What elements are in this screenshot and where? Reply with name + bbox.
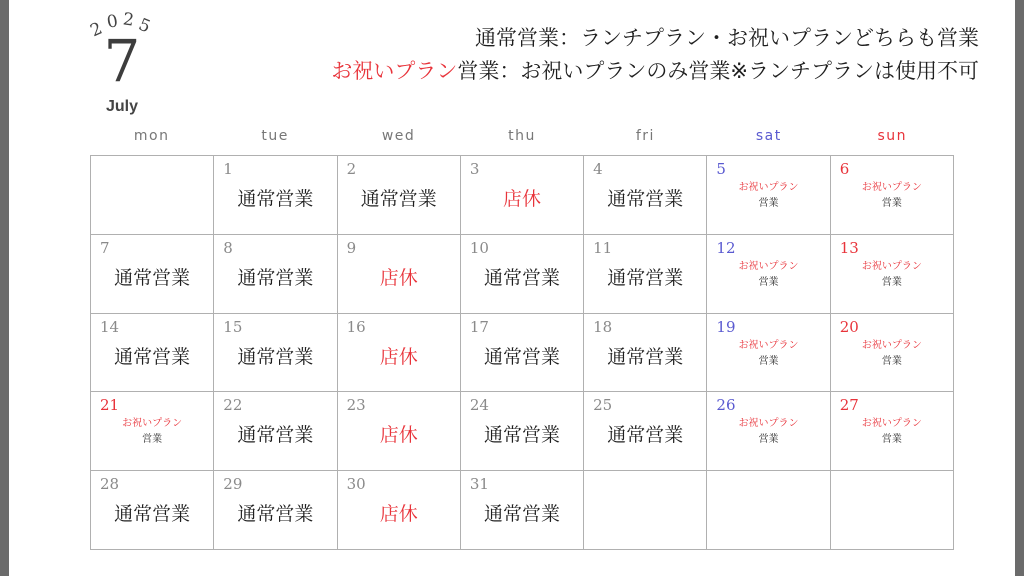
day-number: 20 xyxy=(839,317,859,336)
calendar-cell xyxy=(461,314,584,393)
calendar-cell xyxy=(214,471,337,550)
calendar-cell-empty xyxy=(91,156,214,235)
day-number: 30 xyxy=(346,475,366,494)
weekday-tue: tue xyxy=(261,128,289,144)
calendar-cell xyxy=(91,314,214,393)
status-normal: 通常営業 xyxy=(483,345,560,368)
day-number: 21 xyxy=(100,396,120,415)
celebration-open-label: 営業 xyxy=(881,276,902,288)
status-normal: 通常営業 xyxy=(607,345,684,368)
celebration-plan-label: お祝いプラン xyxy=(738,182,799,193)
calendar-cell xyxy=(214,392,337,471)
celebration-plan-label: お祝いプラン xyxy=(738,339,799,351)
celebration-plan-label: お祝いプラン xyxy=(861,182,922,193)
calendar-cell xyxy=(461,156,584,235)
status-normal: 通常営業 xyxy=(237,345,314,368)
calendar-cell xyxy=(214,235,337,314)
status-normal: 通常営業 xyxy=(114,345,191,368)
status-normal: 通常営業 xyxy=(360,188,437,210)
status-normal: 通常営業 xyxy=(237,188,314,210)
legend-celebration-desc: 営業：お祝いプランのみ営業※ランチプランは使用不可 xyxy=(457,59,979,83)
day-number: 8 xyxy=(223,238,233,257)
status-closed: 店休 xyxy=(379,345,418,368)
day-number: 24 xyxy=(469,396,489,415)
weekday-sun: sun xyxy=(877,128,908,144)
celebration-open-label: 営業 xyxy=(758,355,779,367)
status-normal: 通常営業 xyxy=(483,503,560,526)
weekday-wed: wed xyxy=(381,128,416,144)
calendar-cell xyxy=(91,471,214,550)
legend-celebration xyxy=(331,55,979,88)
celebration-open-label: 営業 xyxy=(758,434,779,446)
day-number: 6 xyxy=(839,160,850,178)
legend xyxy=(331,22,979,88)
day-number: 10 xyxy=(469,238,489,257)
calendar-cell xyxy=(584,235,707,314)
status-closed: 店休 xyxy=(502,188,541,210)
celebration-open-label: 営業 xyxy=(758,198,779,209)
status-normal: 通常営業 xyxy=(483,266,560,289)
day-number: 23 xyxy=(346,396,366,415)
calendar-cell xyxy=(461,235,584,314)
calendar-sheet xyxy=(9,0,1015,576)
celebration-open-label: 営業 xyxy=(758,276,779,288)
day-number: 14 xyxy=(100,317,120,336)
celebration-plan-label: お祝いプラン xyxy=(861,339,922,351)
day-number: 4 xyxy=(593,160,603,178)
status-normal: 通常営業 xyxy=(483,424,560,447)
weekday-fri: fri xyxy=(635,128,655,144)
status-celebration xyxy=(91,416,213,448)
day-number: 31 xyxy=(469,475,489,494)
calendar-cell xyxy=(214,156,337,235)
calendar-cell xyxy=(584,392,707,471)
calendar-cell-empty xyxy=(831,471,954,550)
month-name: July xyxy=(105,98,138,115)
year-digit: 5 xyxy=(135,14,154,38)
calendar-cell xyxy=(338,235,461,314)
calendar-cell xyxy=(831,392,954,471)
calendar-cell xyxy=(707,156,830,235)
calendar-cell xyxy=(584,156,707,235)
status-celebration xyxy=(707,180,829,212)
calendar-cell xyxy=(338,156,461,235)
status-normal: 通常営業 xyxy=(237,266,314,289)
status-closed: 店休 xyxy=(379,424,418,447)
status-celebration xyxy=(831,416,953,448)
calendar-cell xyxy=(584,314,707,393)
status-closed: 店休 xyxy=(379,266,418,289)
day-number: 1 xyxy=(223,160,233,178)
day-number: 9 xyxy=(346,238,357,257)
calendar-cell xyxy=(831,156,954,235)
status-celebration xyxy=(707,338,829,370)
day-number: 2 xyxy=(346,160,357,178)
month-number: 7 xyxy=(103,27,141,95)
status-normal: 通常営業 xyxy=(607,188,684,210)
status-celebration xyxy=(831,259,953,291)
status-normal: 通常営業 xyxy=(114,503,191,526)
celebration-plan-label: お祝いプラン xyxy=(861,260,922,272)
calendar-cell xyxy=(338,392,461,471)
calendar-cell-empty xyxy=(707,471,830,550)
day-number: 26 xyxy=(716,396,736,415)
status-celebration xyxy=(831,338,953,370)
legend-normal: 通常営業：ランチプラン・お祝いプランどちらも営業 xyxy=(475,26,979,50)
calendar-cell xyxy=(461,471,584,550)
status-normal: 通常営業 xyxy=(237,503,314,526)
celebration-open-label: 営業 xyxy=(881,198,902,209)
calendar-cell xyxy=(91,235,214,314)
weekday-mon: mon xyxy=(133,128,170,144)
calendar-grid xyxy=(90,155,954,550)
year-digit: 2 xyxy=(87,18,106,42)
status-normal: 通常営業 xyxy=(237,424,314,447)
year-digit: 0 xyxy=(105,11,120,33)
status-celebration xyxy=(707,259,829,291)
status-normal: 通常営業 xyxy=(607,266,684,289)
status-normal: 通常営業 xyxy=(607,424,684,447)
day-number: 7 xyxy=(100,238,110,257)
status-celebration xyxy=(831,180,953,212)
calendar-cell xyxy=(831,314,954,393)
celebration-open-label: 営業 xyxy=(881,355,902,367)
calendar-cell xyxy=(707,314,830,393)
calendar-cell xyxy=(831,235,954,314)
day-number: 11 xyxy=(593,238,613,257)
weekday-sat: sat xyxy=(755,128,782,144)
day-number: 25 xyxy=(593,396,613,415)
calendar-cell-empty xyxy=(584,471,707,550)
calendar-cell xyxy=(707,392,830,471)
weekday-thu: thu xyxy=(508,128,536,144)
day-number: 27 xyxy=(839,396,859,415)
calendar-cell xyxy=(461,392,584,471)
celebration-open-label: 営業 xyxy=(881,434,902,446)
calendar-cell xyxy=(214,314,337,393)
day-number: 3 xyxy=(469,160,480,178)
calendar-cell xyxy=(91,392,214,471)
celebration-plan-label: お祝いプラン xyxy=(122,418,183,430)
weekday-header xyxy=(90,128,954,148)
day-number: 28 xyxy=(100,475,120,494)
day-number: 22 xyxy=(223,396,243,415)
status-closed: 店休 xyxy=(379,503,418,526)
legend-celebration-label: お祝いプラン xyxy=(331,59,458,83)
day-number: 16 xyxy=(346,317,366,336)
day-number: 15 xyxy=(223,317,243,336)
day-number: 29 xyxy=(223,475,243,494)
day-number: 18 xyxy=(593,317,613,336)
day-number: 12 xyxy=(716,238,736,257)
status-celebration xyxy=(707,416,829,448)
celebration-open-label: 営業 xyxy=(142,434,163,446)
calendar-cell xyxy=(338,314,461,393)
celebration-plan-label: お祝いプラン xyxy=(861,418,922,430)
year-digit: 2 xyxy=(121,9,136,31)
day-number: 19 xyxy=(716,317,736,336)
day-number: 13 xyxy=(839,238,859,257)
celebration-plan-label: お祝いプラン xyxy=(738,260,799,272)
day-number: 17 xyxy=(469,317,489,336)
status-normal: 通常営業 xyxy=(114,266,191,289)
calendar-cell xyxy=(338,471,461,550)
calendar-cell xyxy=(707,235,830,314)
celebration-plan-label: お祝いプラン xyxy=(738,418,799,430)
day-number: 5 xyxy=(716,160,726,178)
